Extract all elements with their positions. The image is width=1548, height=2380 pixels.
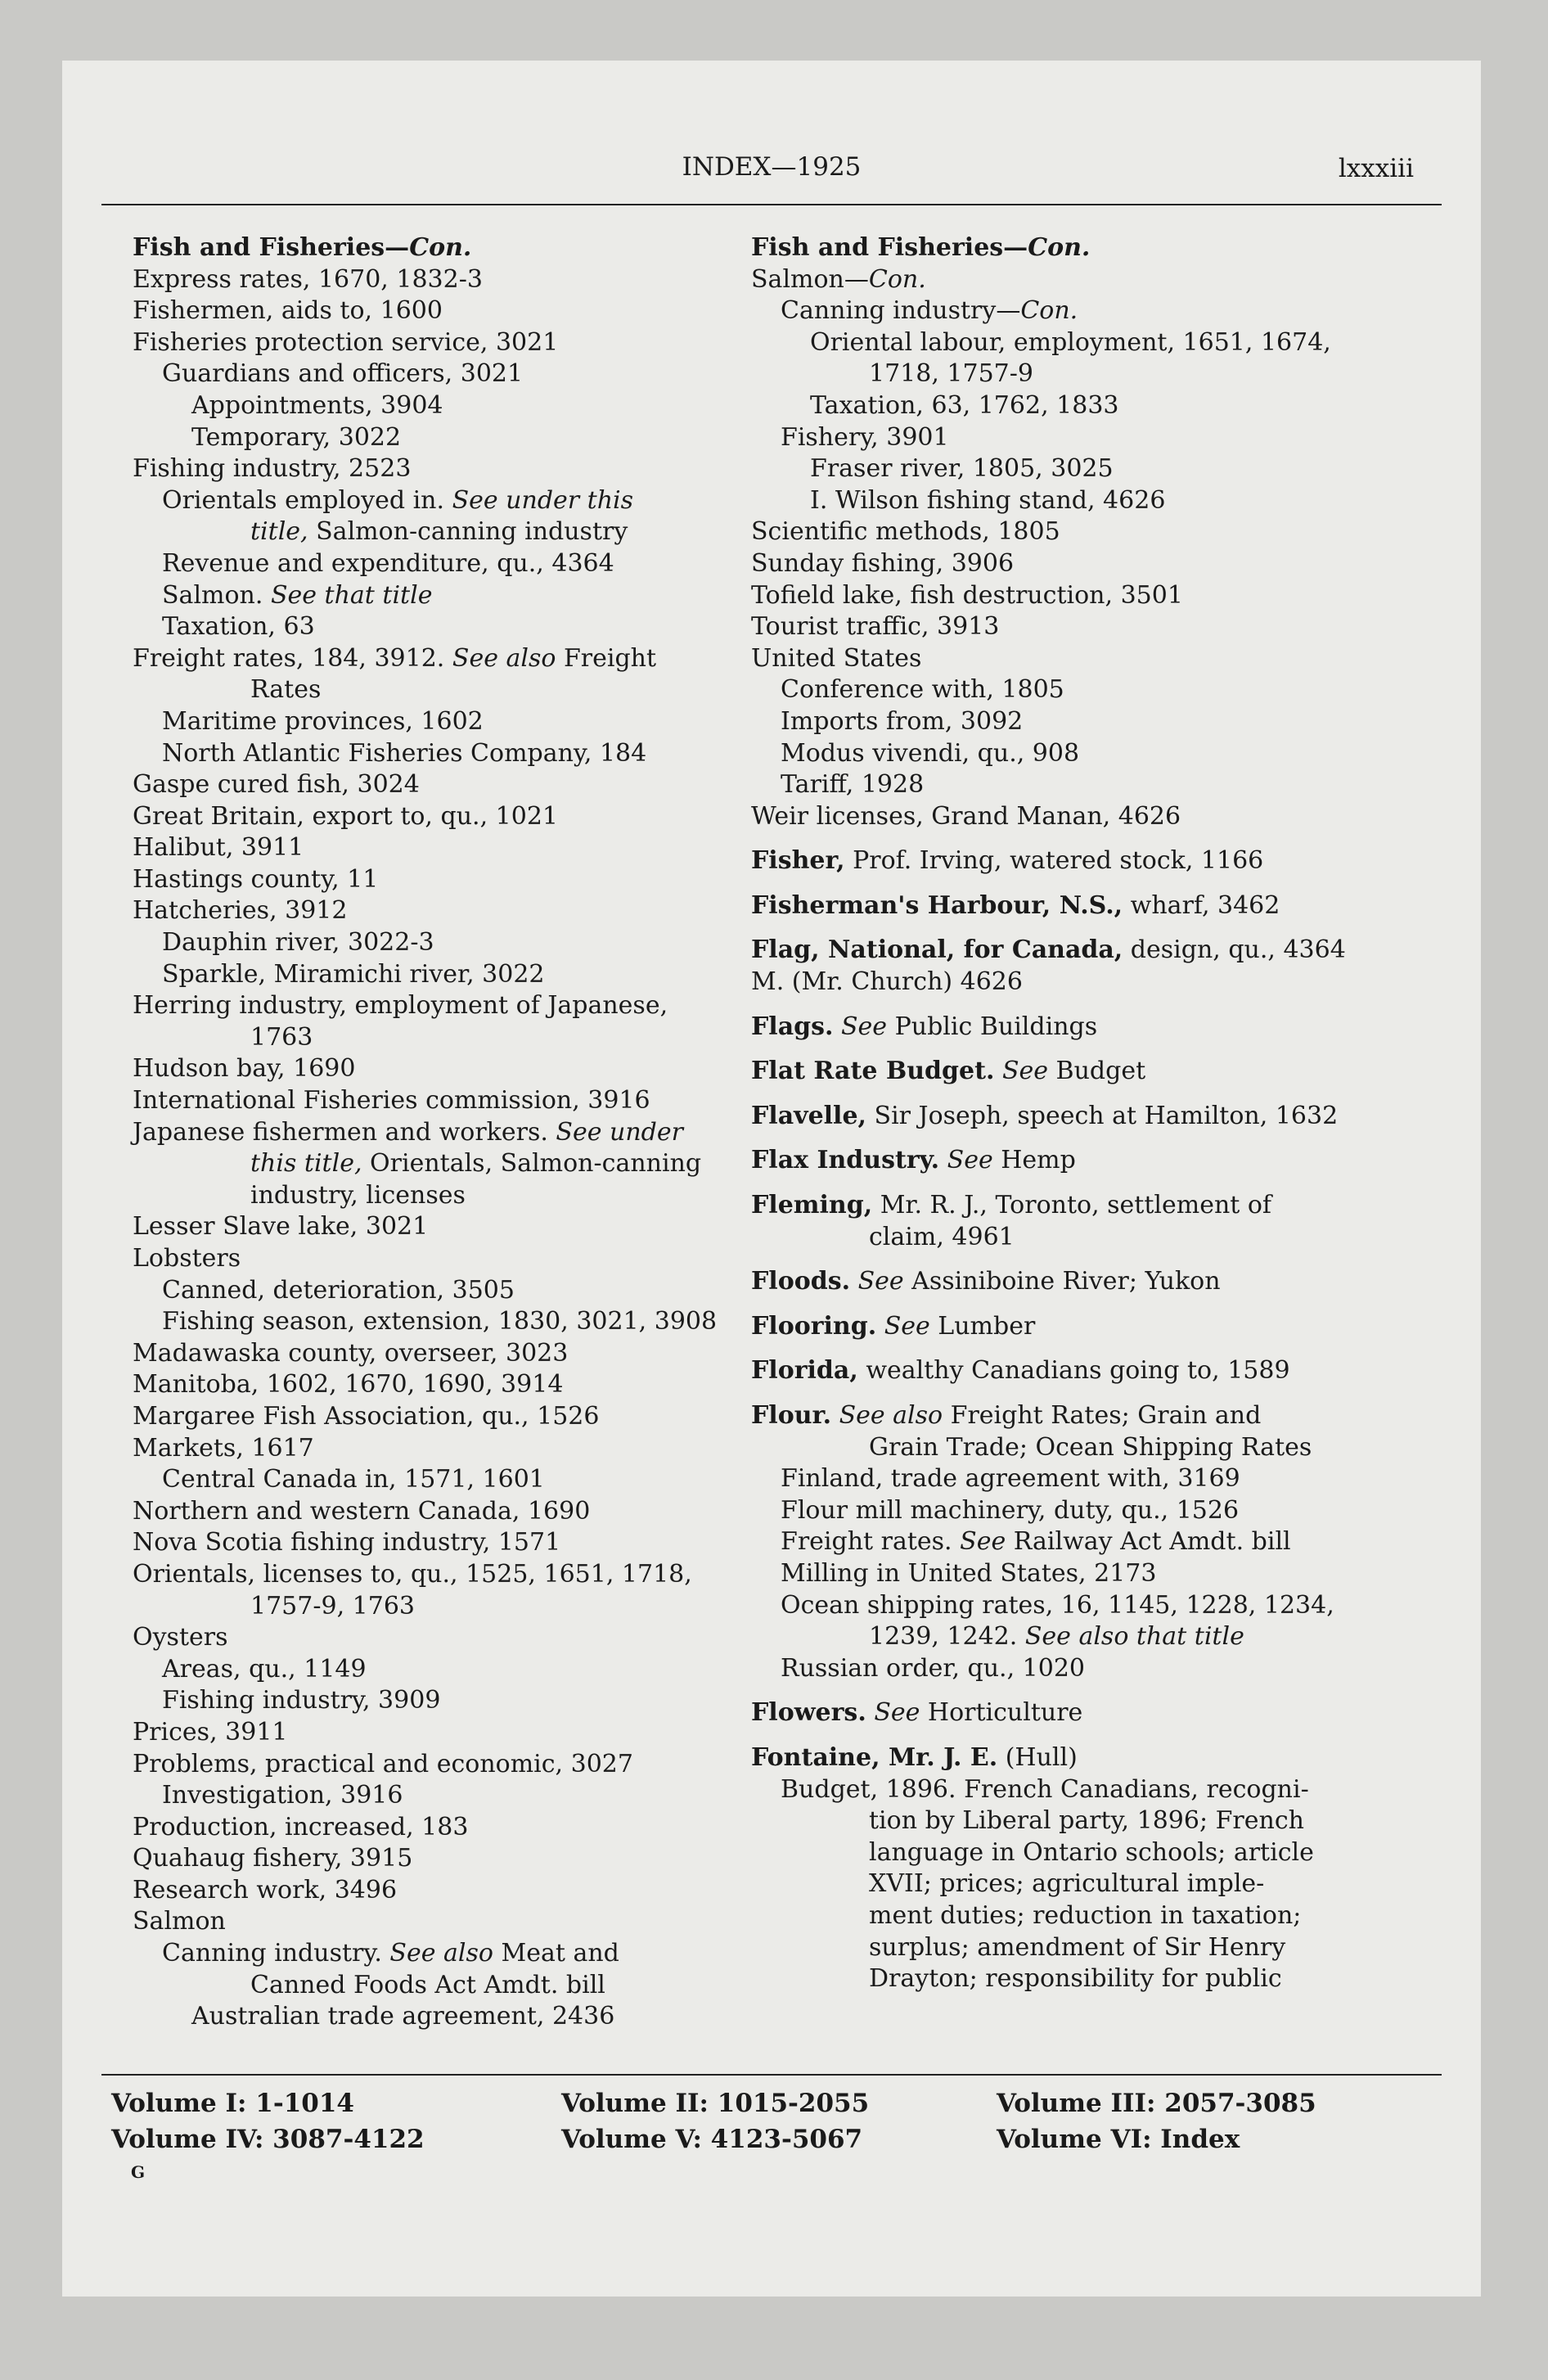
index-entry	[751, 1805, 1427, 1837]
entry-text: Investigation, 3916	[162, 1781, 403, 1810]
index-entry	[133, 1622, 787, 1654]
entry-text: Mr. R. J., Toronto, settlement of	[872, 1191, 1272, 1220]
entry-text: See that title	[270, 580, 433, 610]
entry-text: Fontaine, Mr. J. E.	[751, 1742, 998, 1772]
entry-text: United States	[751, 643, 922, 673]
index-entry	[133, 769, 787, 801]
entry-text: Fishing industry, 3909	[162, 1686, 441, 1715]
index-entry	[133, 1117, 787, 1149]
entry-text: See also	[452, 643, 556, 673]
index-entry	[751, 327, 1427, 359]
index-entry	[133, 1085, 787, 1117]
entry-text: Markets, 1617	[133, 1433, 314, 1463]
index-entry	[133, 643, 787, 675]
index-entry	[133, 801, 787, 833]
index-entry	[133, 1496, 787, 1528]
entry-text: Ocean shipping rates, 16, 1145, 1228, 1234,	[781, 1590, 1334, 1620]
entry-text: Sparkle, Miramichi river, 3022	[162, 959, 545, 989]
index-entry	[751, 1932, 1427, 1964]
entry-text: Fisheries protection service, 3021	[133, 327, 559, 357]
index-entry	[133, 1843, 787, 1875]
entry-text: Flag, National, for Canada,	[751, 935, 1123, 965]
index-entry	[133, 1401, 787, 1433]
index-heading	[751, 1101, 1427, 1133]
index-entry	[133, 485, 787, 517]
entry-text: North Atlantic Fisheries Company, 184	[162, 738, 647, 768]
entry-text: Prof. Irving, watered stock, 1166	[844, 846, 1264, 876]
entry-text: XVII; prices; agricultural imple-	[869, 1869, 1265, 1899]
index-entry	[751, 801, 1427, 833]
index-entry	[133, 832, 787, 864]
index-entry	[751, 1868, 1427, 1900]
index-heading	[751, 1697, 1427, 1729]
entry-text: language in Ontario schools; article	[869, 1837, 1314, 1867]
entry-text: claim, 4961	[869, 1222, 1015, 1251]
index-entry	[133, 1369, 787, 1401]
index-entry	[751, 1774, 1427, 1806]
entry-text: Weir licenses, Grand Manan, 4626	[751, 801, 1181, 831]
entry-text: ment duties; reduction in taxation;	[869, 1900, 1302, 1930]
index-heading	[751, 1400, 1427, 1432]
entry-text: Nova Scotia fishing industry, 1571	[133, 1528, 561, 1557]
entry-text	[939, 1146, 947, 1174]
entry-text: surplus; amendment of Sir Henry	[869, 1932, 1286, 1962]
index-entry	[133, 1685, 787, 1717]
entry-text: Floods.	[751, 1267, 851, 1296]
index-entry	[751, 1900, 1427, 1932]
entry-text: Fishermen, aids to, 1600	[133, 296, 443, 326]
index-entry	[751, 1222, 1427, 1254]
entry-text: 1239, 1242.	[869, 1622, 1025, 1652]
entry-text: Gaspe cured fish, 3024	[133, 770, 420, 800]
entry-text: Fishery, 3901	[781, 422, 949, 452]
entry-text: Conference with, 1805	[781, 675, 1064, 705]
running-title: INDEX—1925	[682, 152, 862, 182]
index-entry	[751, 422, 1427, 454]
volume-1-range: Volume I: 1-1014	[111, 2089, 354, 2118]
entry-text: Salmon	[133, 1907, 226, 1936]
entry-text: wealthy Canadians going to, 1589	[857, 1356, 1290, 1386]
entry-text: title,	[250, 517, 308, 547]
entry-text: Salmon-canning industry	[308, 517, 628, 547]
entry-text	[831, 1401, 839, 1430]
index-entry	[751, 1590, 1427, 1622]
entry-text: Hastings county, 11	[133, 864, 379, 894]
index-entry	[751, 1621, 1427, 1653]
entry-text: Con.	[868, 264, 926, 294]
entry-text: Maritime provinces, 1602	[162, 706, 484, 736]
entry-text	[876, 1312, 884, 1341]
index-entry	[133, 1591, 787, 1623]
entry-text: (Hull)	[997, 1742, 1078, 1772]
entry-text: I. Wilson fishing stand, 4626	[810, 485, 1166, 515]
entry-text: Problems, practical and economic, 3027	[133, 1749, 633, 1778]
index-entry	[133, 1875, 787, 1907]
entry-text: Tourist traffic, 3913	[751, 612, 1000, 642]
entry-text: Canned, deterioration, 3505	[162, 1275, 515, 1305]
entry-text: Fisher,	[751, 846, 845, 876]
entry-text: Fish and Fisheries—	[751, 233, 1028, 262]
index-entry	[133, 548, 787, 580]
entry-text: Japanese fishermen and workers.	[133, 1117, 556, 1147]
index-entry	[751, 1526, 1427, 1558]
page-header	[62, 152, 1481, 201]
entry-text: Horticulture	[920, 1698, 1083, 1728]
entry-text: Freight rates, 184, 3912.	[133, 643, 452, 673]
entry-text: Fish and Fisheries—	[133, 233, 410, 262]
entry-text: Taxation, 63	[162, 612, 315, 642]
page-number: lxxxiii	[1338, 154, 1414, 183]
entry-text: Areas, qu., 1149	[162, 1654, 367, 1684]
index-entry	[751, 769, 1427, 801]
entry-text: See also	[389, 1939, 493, 1968]
entry-text: Hatcheries, 3912	[133, 896, 348, 926]
index-entry	[751, 1558, 1427, 1590]
footer-rule	[101, 2074, 1442, 2076]
entry-text: Flowers.	[751, 1698, 866, 1728]
index-entry	[133, 611, 787, 643]
index-entry	[751, 358, 1427, 390]
entry-text: Halibut, 3911	[133, 833, 304, 863]
index-entry	[751, 967, 1427, 998]
index-heading	[751, 1355, 1427, 1387]
entry-text: Oriental labour, employment, 1651, 1674,	[810, 327, 1331, 357]
index-entry	[133, 1938, 787, 1970]
index-entry	[751, 580, 1427, 612]
entry-text: Australian trade agreement, 2436	[191, 2002, 615, 2031]
index-entry	[133, 1812, 787, 1844]
entry-text: Hemp	[992, 1146, 1076, 1175]
entry-text: Lesser Slave lake, 3021	[133, 1212, 429, 1242]
entry-text: Tariff, 1928	[781, 770, 925, 800]
index-entry	[751, 1837, 1427, 1869]
entry-text: International Fisheries commission, 3916	[133, 1086, 650, 1116]
entry-text	[850, 1267, 858, 1296]
index-entry	[133, 580, 787, 612]
entry-text: Hudson bay, 1690	[133, 1054, 356, 1084]
index-entry	[133, 990, 787, 1022]
entry-text: industry, licenses	[250, 1180, 466, 1210]
entry-text: Margaree Fish Association, qu., 1526	[133, 1401, 600, 1431]
entry-text: wharf, 3462	[1123, 890, 1280, 920]
entry-text: Grain Trade; Ocean Shipping Rates	[869, 1432, 1312, 1462]
entry-text: Railway Act Amdt. bill	[1006, 1527, 1291, 1557]
entry-text: Freight rates.	[781, 1527, 961, 1557]
index-entry	[133, 1970, 787, 2002]
entry-text: Manitoba, 1602, 1670, 1690, 3914	[133, 1370, 564, 1400]
index-entry	[133, 1148, 787, 1180]
index-entry	[133, 1180, 787, 1212]
index-entry	[751, 674, 1427, 706]
entry-text	[833, 1012, 841, 1041]
index-heading	[751, 935, 1427, 967]
entry-text: Sir Joseph, speech at Hamilton, 1632	[866, 1101, 1339, 1130]
index-entry	[133, 706, 787, 738]
entry-text: Freight	[556, 643, 657, 673]
index-entry	[133, 864, 787, 896]
entry-text: Public Buildings	[887, 1012, 1098, 1041]
entry-text: Finland, trade agreement with, 3169	[781, 1464, 1240, 1494]
volume-5-range: Volume V: 4123-5067	[561, 2125, 863, 2154]
index-heading	[751, 1012, 1427, 1044]
entry-text: 1757-9, 1763	[250, 1591, 415, 1620]
entry-text: this title,	[250, 1149, 362, 1179]
index-entry	[751, 453, 1427, 485]
index-entry	[133, 295, 787, 327]
entry-text: Lumber	[929, 1311, 1036, 1341]
entry-text: See	[841, 1012, 888, 1041]
entry-text: Scientific methods, 1805	[751, 517, 1060, 547]
index-entry	[133, 1780, 787, 1812]
index-heading	[751, 890, 1427, 922]
right-index-column	[751, 232, 1427, 1995]
entry-text: Guardians and officers, 3021	[162, 359, 524, 389]
entry-text: Revenue and expenditure, qu., 4364	[162, 548, 614, 578]
entry-text: Con.	[409, 233, 472, 262]
entry-text: See	[947, 1146, 993, 1175]
index-entry	[133, 1717, 787, 1749]
entry-text: M. (Mr. Church) 4626	[751, 967, 1023, 997]
entry-text: 1718, 1757-9	[869, 359, 1033, 389]
entry-text: Modus vivendi, qu., 908	[781, 738, 1080, 768]
entry-text: Central Canada in, 1571, 1601	[162, 1465, 545, 1494]
index-entry	[133, 1338, 787, 1370]
entry-text: See under this	[452, 485, 634, 515]
index-heading	[751, 1190, 1427, 1222]
header-rule	[101, 204, 1442, 205]
index-entry	[751, 548, 1427, 580]
index-entry	[133, 1654, 787, 1686]
left-index-column	[133, 232, 787, 2033]
entry-text: Flour.	[751, 1401, 832, 1430]
entry-text: See	[960, 1527, 1006, 1557]
entry-text: Fisherman's Harbour, N.S.,	[751, 890, 1123, 920]
entry-text: See	[884, 1311, 930, 1341]
entry-text: Dauphin river, 3022-3	[162, 928, 434, 958]
entry-text: Flags.	[751, 1012, 834, 1041]
entry-text: Florida,	[751, 1356, 858, 1386]
index-entry	[133, 390, 787, 422]
entry-text: Orientals, Salmon-canning	[362, 1149, 702, 1179]
entry-text: See	[874, 1698, 920, 1728]
printer-signature: G	[131, 2162, 146, 2182]
index-entry	[751, 264, 1427, 296]
index-entry	[133, 959, 787, 991]
entry-text	[994, 1057, 1002, 1085]
index-entry	[133, 453, 787, 485]
index-entry	[133, 1527, 787, 1559]
index-entry	[133, 422, 787, 454]
index-entry	[751, 390, 1427, 422]
entry-text: Con.	[1020, 296, 1078, 326]
index-heading	[751, 1311, 1427, 1343]
entry-text: Taxation, 63, 1762, 1833	[810, 390, 1119, 420]
entry-text: See	[857, 1267, 904, 1296]
entry-text: Flat Rate Budget.	[751, 1057, 995, 1086]
entry-text: Flax Industry.	[751, 1146, 940, 1175]
entry-text: Flour mill machinery, duty, qu., 1526	[781, 1495, 1240, 1525]
index-entry	[133, 264, 787, 296]
entry-text: Flavelle,	[751, 1101, 866, 1130]
volume-6-range: Volume VI: Index	[997, 2125, 1240, 2154]
entry-text: Salmon.	[162, 580, 271, 610]
entry-text: Quahaug fishery, 3915	[133, 1844, 413, 1873]
index-entry	[751, 1963, 1427, 1995]
index-entry	[133, 1559, 787, 1591]
entry-text: Rates	[250, 675, 322, 705]
entry-text: Budget, 1896. French Canadians, recogni-	[781, 1774, 1309, 1804]
index-page	[62, 61, 1481, 2297]
entry-text: Con.	[1028, 233, 1091, 262]
entry-text: tion by Liberal party, 1896; French	[869, 1806, 1304, 1836]
volume-3-range: Volume III: 2057-3085	[997, 2089, 1316, 2118]
index-entry	[751, 516, 1427, 548]
index-entry	[133, 674, 787, 706]
index-entry	[133, 1211, 787, 1243]
entry-text: Russian order, qu., 1020	[781, 1653, 1085, 1683]
entry-text: Milling in United States, 2173	[781, 1558, 1157, 1588]
index-entry	[133, 1906, 787, 1938]
entry-text	[866, 1698, 875, 1727]
index-heading	[751, 1266, 1427, 1298]
entry-text: Orientals employed in.	[162, 485, 452, 515]
entry-text: Fleming,	[751, 1191, 873, 1220]
index-entry	[751, 1463, 1427, 1495]
index-entry	[133, 1749, 787, 1781]
entry-text: Northern and western Canada, 1690	[133, 1496, 591, 1526]
index-heading	[751, 232, 1427, 264]
index-entry	[133, 327, 787, 359]
index-entry	[751, 1495, 1427, 1527]
index-entry	[751, 706, 1427, 738]
entry-text: Tofield lake, fish destruction, 3501	[751, 580, 1183, 610]
index-entry	[133, 1464, 787, 1496]
index-entry	[751, 295, 1427, 327]
index-entry	[133, 1306, 787, 1338]
entry-text: Meat and	[493, 1939, 619, 1968]
index-entry	[751, 738, 1427, 770]
index-heading	[751, 845, 1427, 877]
index-entry	[133, 1275, 787, 1307]
index-entry	[133, 2001, 787, 2033]
index-entry	[133, 927, 787, 959]
entry-text: Fishing industry, 2523	[133, 454, 412, 484]
entry-text: Lobsters	[133, 1244, 241, 1273]
entry-text: Salmon—	[751, 264, 869, 294]
index-entry	[751, 485, 1427, 517]
entry-text: See under	[556, 1117, 683, 1147]
index-heading	[751, 1056, 1427, 1088]
entry-text: Canned Foods Act Amdt. bill	[250, 1970, 605, 1999]
entry-text: Oysters	[133, 1623, 228, 1652]
index-heading	[133, 232, 787, 264]
entry-text: Flooring.	[751, 1311, 877, 1341]
entry-text: Orientals, licenses to, qu., 1525, 1651, 1718,	[133, 1559, 692, 1589]
entry-text: Production, increased, 183	[133, 1812, 469, 1841]
entry-text: Fishing season, extension, 1830, 3021, 3908	[162, 1307, 718, 1336]
index-entry	[133, 1053, 787, 1085]
entry-text: Drayton; responsibility for public	[869, 1964, 1282, 1994]
index-heading	[751, 1145, 1427, 1177]
entry-text: Freight Rates; Grain and	[943, 1401, 1262, 1430]
index-entry	[133, 1433, 787, 1465]
index-entry	[133, 738, 787, 770]
entry-text: Imports from, 3092	[781, 706, 1024, 736]
index-entry	[751, 611, 1427, 643]
entry-text: Assiniboine River; Yukon	[903, 1267, 1221, 1296]
index-entry	[751, 643, 1427, 675]
volume-4-range: Volume IV: 3087-4122	[111, 2125, 425, 2154]
entry-text: Temporary, 3022	[191, 422, 402, 452]
entry-text: Great Britain, export to, qu., 1021	[133, 801, 558, 831]
entry-text: See also	[839, 1401, 943, 1430]
entry-text: Budget	[1048, 1057, 1146, 1086]
entry-text: Canning industry.	[162, 1939, 390, 1968]
entry-text: Madawaska county, overseer, 3023	[133, 1338, 569, 1368]
index-entry	[751, 1432, 1427, 1464]
entry-text: Prices, 3911	[133, 1717, 288, 1747]
index-entry	[133, 895, 787, 927]
index-heading	[751, 1742, 1427, 1774]
entry-text: Canning industry—	[781, 296, 1021, 326]
volume-2-range: Volume II: 1015-2055	[561, 2089, 870, 2118]
entry-text: Express rates, 1670, 1832-3	[133, 264, 483, 294]
index-entry	[133, 1022, 787, 1054]
entry-text: 1763	[250, 1022, 313, 1052]
entry-text: See also that title	[1024, 1622, 1244, 1652]
index-entry	[133, 358, 787, 390]
entry-text: See	[1001, 1057, 1049, 1086]
entry-text: Research work, 3496	[133, 1875, 398, 1904]
entry-text: Sunday fishing, 3906	[751, 548, 1015, 578]
entry-text: Herring industry, employment of Japanese,	[133, 991, 668, 1021]
entry-text: design, qu., 4364	[1123, 935, 1346, 965]
entry-text: Fraser river, 1805, 3025	[810, 454, 1114, 484]
index-entry	[751, 1653, 1427, 1685]
entry-text: Appointments, 3904	[191, 390, 443, 420]
index-entry	[133, 1243, 787, 1275]
index-entry	[133, 516, 787, 548]
